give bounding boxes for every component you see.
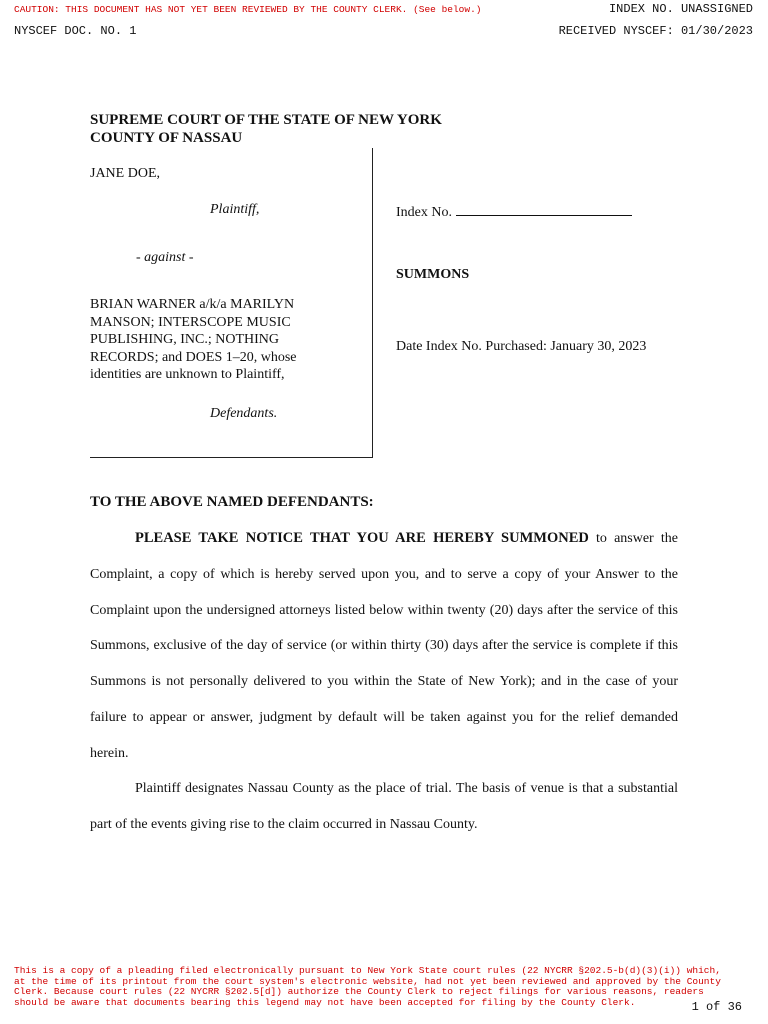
page-number: 1 of 36 xyxy=(691,1000,742,1014)
filing-legend: This is a copy of a pleading filed electronically pursuant to New York State court rules (22 NYCRR §202.5-b(d)(3)(i)) which, at the time of its printout from the court system's electronic website, had not yet been reviewed and approved by the County Clerk. Because court rules (22 NYCRR §202.5[d]) authorize the County Clerk to reject filings for various reasons, readers should be aware that documents bearing this legend may not have been accepted for filing by the County Clerk. xyxy=(14,965,721,1008)
index-number-label: Index No. xyxy=(396,205,452,220)
court-name xyxy=(90,111,442,147)
plaintiff-name: JANE DOE, xyxy=(90,166,160,181)
index-number: INDEX NO. UNASSIGNED xyxy=(608,2,753,16)
received-date: RECEIVED NYSCEF: 01/30/2023 xyxy=(558,24,753,38)
venue-paragraph xyxy=(90,771,678,843)
notice-paragraph xyxy=(90,521,678,772)
addressee-heading: TO THE ABOVE NAMED DEFENDANTS: xyxy=(90,494,374,510)
date-index-purchased: Date Index No. Purchased: January 30, 2023 xyxy=(396,339,647,354)
caption-horizontal-divider xyxy=(90,457,373,458)
against-label: - against - xyxy=(136,250,194,265)
court-line-2: COUNTY OF NASSAU xyxy=(90,130,243,146)
defendants-role: Defendants. xyxy=(210,406,278,421)
doc-number: NYSCEF DOC. NO. 1 xyxy=(14,24,137,38)
index-number-blank xyxy=(456,202,632,216)
plaintiff-role: Plaintiff, xyxy=(210,202,260,217)
document-title: SUMMONS xyxy=(396,267,470,282)
notice-text: to answer the Complaint, a copy of which is hereby served upon you, and to serve a copy of your Answer to the Complaint upon the undersigned attorneys listed below within twenty (20) days after the service of this Summons, exclusive of the day of service (or within thirty (30) days after the service is complete if this Summons is not personally delivered to you within the State of New York); and in the case of your failure to appear or answer, judgment by default will be taken against you for the relief demanded herein. xyxy=(90,531,678,761)
caution-banner: CAUTION: THIS DOCUMENT HAS NOT YET BEEN REVIEWED BY THE COUNTY CLERK. (See below.) xyxy=(14,4,482,15)
court-line-1: SUPREME COURT OF THE STATE OF NEW YORK xyxy=(90,112,442,128)
notice-lead: PLEASE TAKE NOTICE THAT YOU ARE HEREBY SUMMONED xyxy=(135,530,589,546)
index-number-field xyxy=(396,202,632,221)
defendants-list: BRIAN WARNER a/k/a MARILYN MANSON; INTERSCOPE MUSIC PUBLISHING, INC.; NOTHING RECORDS; and DOES 1–20, whose identities are unknown to Plaintiff, xyxy=(90,297,297,382)
caption-vertical-divider xyxy=(372,148,373,457)
venue-text: Plaintiff designates Nassau County as the place of trial. The basis of venue is that a substantial part of the events giving rise to the claim occurred in Nassau County. xyxy=(90,781,678,832)
